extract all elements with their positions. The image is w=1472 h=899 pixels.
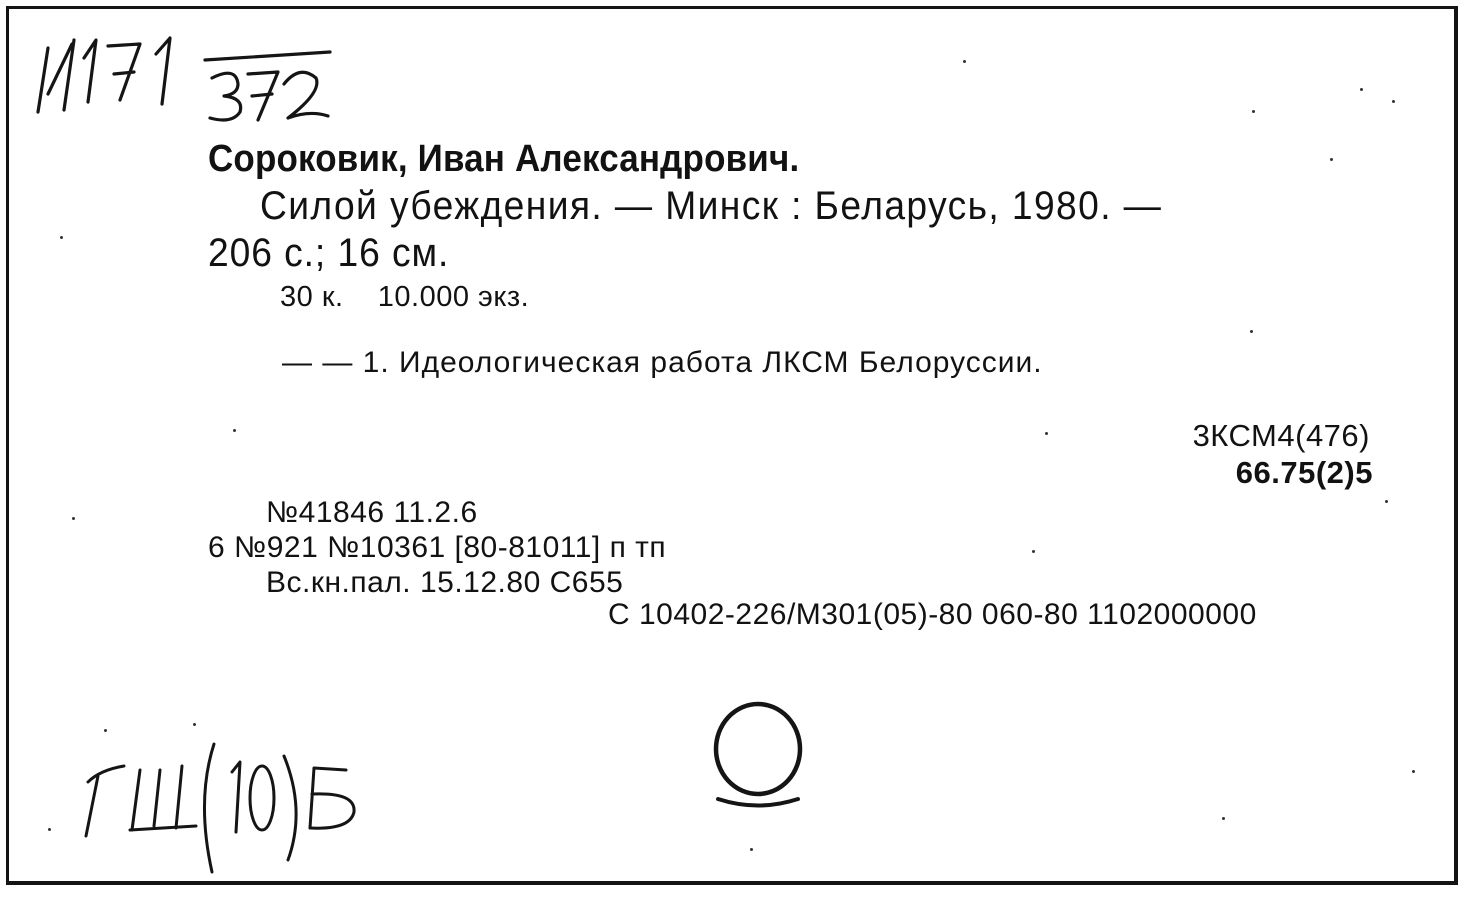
publisher-code-line: С 10402-226/М301(05)-80 060-80 1102000000 [608, 598, 1257, 631]
speck [750, 848, 753, 851]
speck [1330, 158, 1333, 161]
speck [72, 517, 75, 520]
speck [1222, 817, 1225, 820]
speck [60, 236, 63, 239]
speck [1412, 770, 1415, 773]
classification-code-1: 3КСМ4(476) [1192, 418, 1370, 453]
order-number-line: 6 №921 №10361 [80-81011] п тп [208, 531, 667, 564]
price-print-run: 30 к. 10.000 экз. [280, 281, 530, 313]
speck [233, 429, 236, 432]
speck [104, 729, 107, 732]
classification-code-2: 66.75(2)5 [1235, 455, 1373, 490]
title-statement-line1: Силой убеждения. — Минск : Беларусь, 1980. — [260, 184, 1163, 228]
subject-heading: — — 1. Идеологическая работа ЛКСМ Белоруссии. [282, 346, 1043, 379]
speck [193, 723, 196, 726]
speck [1385, 500, 1388, 503]
speck [963, 60, 966, 63]
speck [48, 828, 51, 831]
speck [1032, 550, 1035, 553]
speck [1392, 100, 1395, 103]
speck [1250, 330, 1253, 333]
card-number-line: №41846 11.2.6 [266, 496, 478, 529]
author-heading: Сороковик, Иван Александрович. [208, 138, 800, 180]
title-statement-line2: 206 с.; 16 см. [208, 231, 450, 275]
chamber-date-line: Вс.кн.пал. 15.12.80 С655 [266, 566, 624, 599]
speck [1252, 110, 1255, 113]
speck [1360, 88, 1363, 91]
speck [1045, 432, 1048, 435]
